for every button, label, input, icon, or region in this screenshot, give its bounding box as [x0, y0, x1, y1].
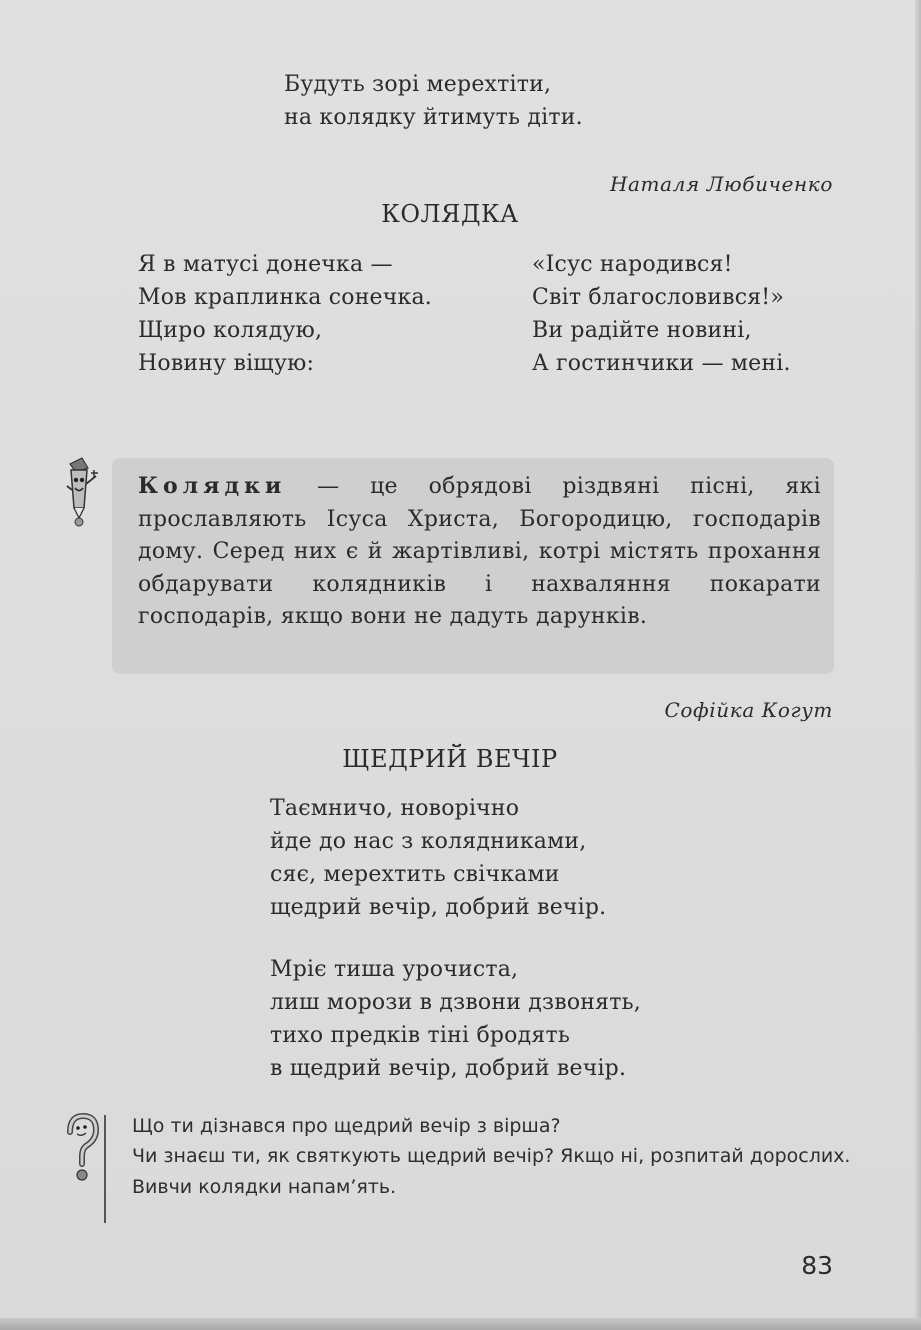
koliadka-left-column — [138, 248, 432, 380]
koliadka-right-column — [532, 248, 791, 380]
stanza-line: щедрий вечір, добрий вечір. — [270, 895, 607, 920]
shchedryi-stanza-1 — [270, 792, 606, 924]
shchedryi-stanza-2 — [270, 953, 641, 1085]
stanza-line: в щедрий вечір, добрий вечір. — [270, 1056, 627, 1081]
koliadka-line: Я в матусі донечка — — [138, 252, 393, 277]
page-number: 83 — [801, 1251, 833, 1280]
intro-poem — [284, 68, 583, 134]
question-item: Чи знаєш ти, як святкують щедрий вечір? Якщо ні, розпитай дорослих. — [132, 1144, 851, 1167]
stanza-line: йде до нас з колядниками, — [270, 829, 587, 854]
definition-body: — це обрядові різдвяні пісні, які прославляють Ісуса Христа, Богородицю, господарів дому. Серед них є й жартівливі, котрі містять прохання обдарувати колядників і нахваляння покарати господарів, якщо вони не дадуть дарунків. — [138, 474, 821, 629]
stanza-line: тихо предків тіні бродять — [270, 1023, 571, 1048]
koliadka-line: Мов краплинка сонечка. — [138, 285, 432, 310]
stanza-line: лиш морози в дзвони дзвонять, — [270, 990, 641, 1015]
intro-poem-author: Наталя Любиченко — [609, 172, 833, 196]
koliadka-line: «Ісус народився! — [532, 252, 733, 277]
intro-poem-line: Будуть зорі мерехтіти, — [284, 72, 552, 97]
shchedryi-poem-author: Софійка Когут — [664, 698, 833, 722]
stanza-line: Таємничо, новорічно — [270, 796, 520, 821]
pencil-mascot-icon — [58, 456, 104, 528]
page-edge-bottom — [0, 1318, 921, 1330]
definition-text — [138, 470, 821, 634]
koliadka-line: Ви радійте новині, — [532, 318, 752, 343]
page-edge-right — [915, 0, 921, 1330]
question-item: Що ти дізнався про щедрий вечір з вірша? — [132, 1115, 561, 1137]
koliadka-line: Новину віщую: — [138, 351, 315, 376]
koliadka-line: Щиро колядую, — [138, 318, 323, 343]
shchedryi-poem-title: ЩЕДРИЙ ВЕЧІР — [342, 745, 558, 773]
question-mascot-icon — [62, 1112, 102, 1184]
question-item: Вивчи колядки напам’ять. — [132, 1176, 397, 1198]
stanza-line: сяє, мерехтить свічками — [270, 862, 560, 887]
definition-term: Колядки — [138, 473, 287, 499]
koliadka-line: Світ благословився!» — [532, 285, 785, 310]
stanza-line: Мріє тиша урочиста, — [270, 957, 519, 982]
koliadka-title: КОЛЯДКА — [381, 200, 519, 228]
koliadka-line: А гостинчики — мені. — [532, 351, 791, 376]
questions-block — [132, 1113, 852, 1202]
questions-divider — [104, 1115, 106, 1223]
intro-poem-line: на колядку йтимуть діти. — [284, 105, 583, 130]
